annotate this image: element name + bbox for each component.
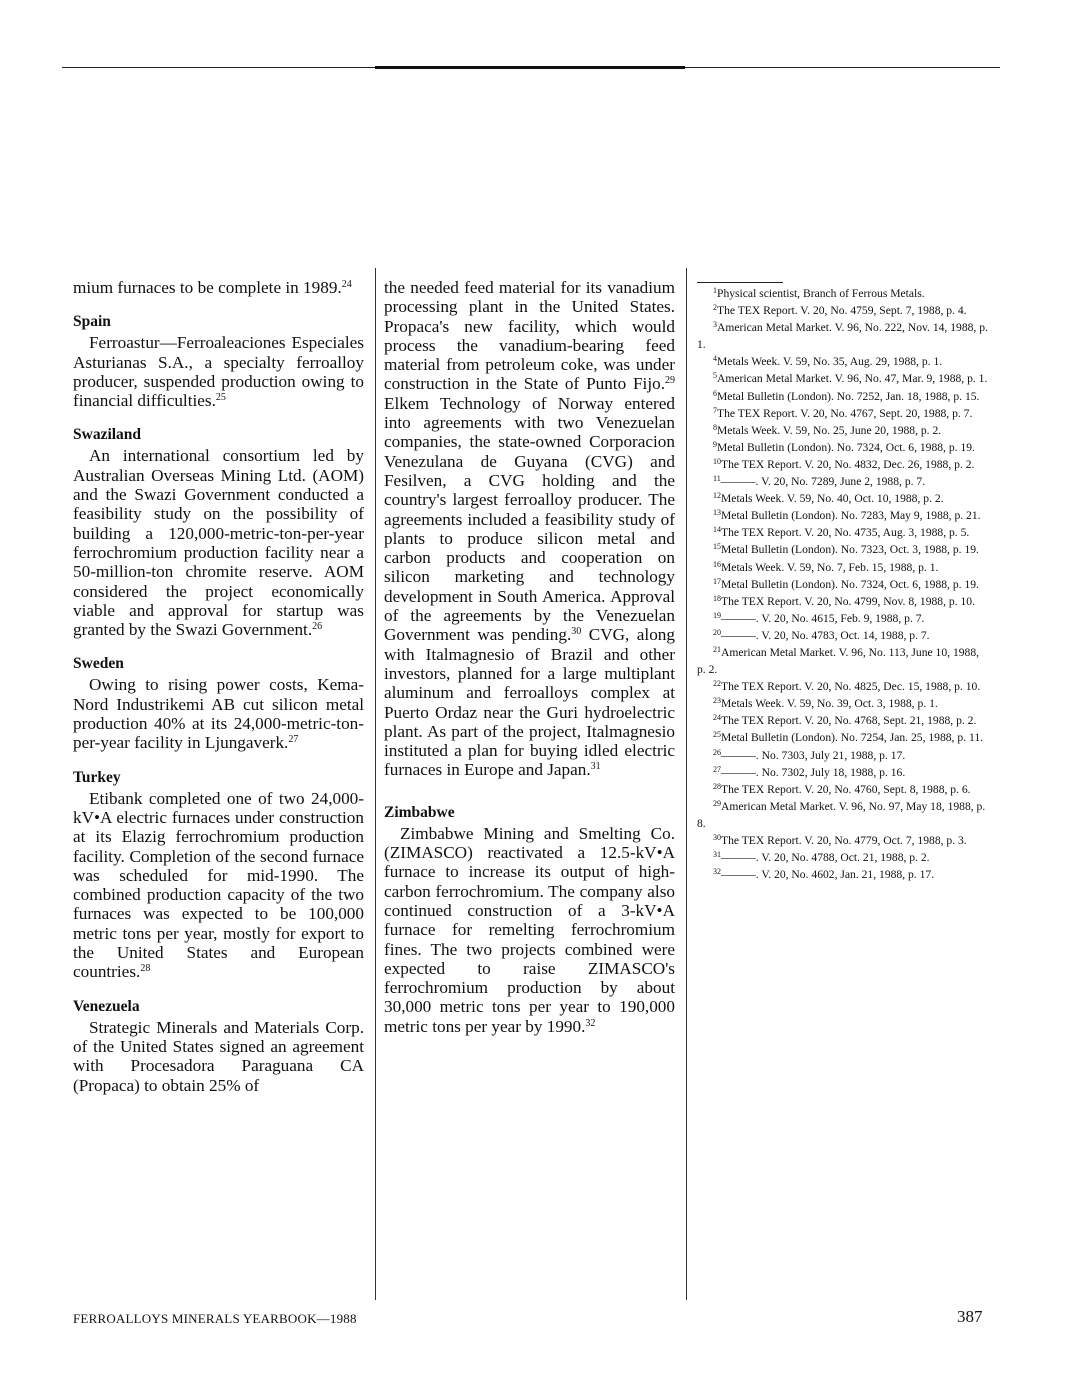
footnote-ref: 30 [571, 626, 582, 638]
footnote [697, 439, 989, 456]
column-divider [375, 268, 376, 1300]
footnote-number: 1 [713, 286, 717, 295]
paragraph-text: CVG, along with Italmagnesio of Brazil and other investors, planned for a large multiplant aluminum and ferroalloys complex at Puerto Ordaz near the Guri hydroelectric plant. As part of the project, Italmagnesio instituted a plan for buying idled electric furnaces in Europe and Japan. [384, 625, 675, 780]
footnote-text: Physical scientist, Branch of Ferrous Metals. [717, 287, 925, 300]
paragraph-text: An international consortium led by Australian Overseas Mining Ltd. (AOM) and the Swazi Government conducted a feasibility study on the possibility of building a 120,000-metric-ton-per-year ferrochromium production facility near a 50-million-ton chromite reserve. AOM considered the project economically viable and approval for startup was granted by the Swazi Government. [73, 446, 364, 640]
footnote-text: Metals Week. V. 59, No. 40, Oct. 10, 1988, p. 2. [721, 492, 944, 506]
footnotes-column [697, 282, 989, 883]
footnote-ref: 27 [288, 734, 299, 746]
footnote-text: ———. No. 7303, July 21, 1988, p. 17. [721, 748, 906, 762]
footnote-ref: 24 [341, 279, 352, 290]
paragraph-text: Zimbabwe Mining and Smelting Co. (ZIMASCO) reactivated a 12.5-kV•A furnace to increase its output of high-carbon ferrochromium. The company also continued construction of a 3-kV•A furnace for remelting ferrochromium fines. The two projects combined were expected to raise ZIMASCO's ferrochromium production by about 30,000 metric tons per year to 190,000 metric tons per year by 1990. [384, 823, 675, 1036]
footnote-ref: 28 [140, 963, 151, 975]
footnote-number: 8 [713, 422, 717, 432]
footnote [697, 456, 989, 473]
footnote-text: Metal Bulletin (London). No. 7324, Oct. 6, 1988, p. 19. [717, 440, 975, 454]
paragraph [73, 1018, 364, 1095]
footnote-number: 17 [713, 576, 721, 586]
paragraph [384, 278, 675, 780]
footnote-text: Metal Bulletin (London). No. 7324, Oct. 6, 1988, p. 19. [721, 577, 979, 591]
footnote-number: 14 [713, 525, 721, 535]
running-footer-title: FERROALLOYS MINERALS YEARBOOK—1988 [73, 1311, 357, 1326]
footnote [697, 832, 989, 849]
footnote-text: ———. V. 20, No. 7289, June 2, 1988, p. 7. [720, 475, 926, 489]
footnote-text: Metal Bulletin (London). No. 7323, Oct. 3, 1988, p. 19. [721, 543, 979, 557]
footnote-text: Metals Week. V. 59, No. 25, June 20, 1988, p. 2. [717, 423, 942, 437]
footnote [697, 559, 989, 576]
footnote-number: 4 [713, 354, 717, 364]
paragraph [73, 333, 364, 410]
footnote-text: ———. V. 20, No. 4788, Oct. 21, 1988, p. 2. [721, 851, 930, 865]
footnote-number: 6 [713, 388, 717, 398]
footnote [697, 524, 989, 541]
footnote-text: ———. V. 20, No. 4615, Feb. 9, 1988, p. 7. [721, 611, 925, 625]
paragraph [73, 675, 364, 752]
footnote-number: 31 [713, 850, 721, 860]
footnote-text: The TEX Report. V. 20, No. 4825, Dec. 15, 1988, p. 10. [721, 680, 981, 694]
footnote-ref: 26 [312, 621, 323, 633]
footnote-number: 29 [713, 798, 721, 808]
footnote [697, 285, 989, 302]
footnote [697, 576, 989, 593]
page-number: 387 [957, 1307, 983, 1326]
footnote-text: American Metal Market. V. 96, No. 97, May 18, 1988, p. 8. [697, 799, 986, 830]
footnote-text: Metals Week. V. 59, No. 35, Aug. 29, 1988, p. 1. [717, 355, 943, 369]
footnote-text: American Metal Market. V. 96, No. 47, Mar. 9, 1988, p. 1. [717, 372, 988, 386]
footnote [697, 712, 989, 729]
paragraph-text: Strategic Minerals and Materials Corp. of the United States signed an agreement with Procesadora Paraguana CA (Propaca) to obtain 25% of [73, 1017, 364, 1095]
footnote-text: ———. V. 20, No. 4783, Oct. 14, 1988, p. 7. [721, 628, 930, 642]
footnote-text: The TEX Report. V. 20, No. 4799, Nov. 8, 1988, p. 10. [721, 594, 975, 608]
footnote-rule [697, 282, 783, 283]
footnote-ref: 32 [585, 1017, 596, 1029]
section-heading-swaziland: Swaziland [73, 426, 142, 444]
footnote-text: The TEX Report. V. 20, No. 4760, Sept. 8, 1988, p. 6. [721, 782, 971, 796]
paragraph-text: Ferroastur—Ferroaleaciones Especiales Asturianas S.A., a specialty ferroalloy producer, suspended production owing to financial difficulties. [73, 333, 364, 411]
footnote [697, 644, 989, 678]
footnote-text: The TEX Report. V. 20, No. 4832, Dec. 26, 1988, p. 2. [721, 457, 975, 471]
footnote-text: Metal Bulletin (London). No. 7254, Jan. 25, 1988, p. 11. [721, 731, 984, 745]
footnote [697, 781, 989, 798]
footnote-text: Metals Week. V. 59, No. 7, Feb. 15, 1988, p. 1. [721, 560, 939, 574]
column-left [73, 278, 364, 1095]
footnote-list [697, 285, 989, 883]
paragraph-text: mium furnaces to be complete in 1989. [73, 278, 342, 297]
footnote-number: 28 [713, 781, 721, 791]
footnote-text: Metals Week. V. 59, No. 39, Oct. 3, 1988, p. 1. [721, 697, 938, 711]
paragraph-text: Elkem Technology of Norway entered into agreements with two Venezuelan companies, the state-owned Corporacion Venezulana de Guyana (CVG) and Fesilven, a CVG holding and the country's largest ferroalloy producer. The agreements included a feasibility study of plants to produce silicon metal and carbon products and cooperation on silicon marketing and technology development in South America. Approval of the agreements by the Venezuelan Government was pending. [384, 393, 675, 645]
footnote-number: 22 [713, 679, 721, 689]
section-heading-spain: Spain [73, 313, 111, 331]
footnote-text: American Metal Market. V. 96, No. 113, June 10, 1988, p. 2. [697, 645, 980, 677]
footnote [697, 422, 989, 439]
paragraph [73, 278, 364, 297]
footnote-number: 20 [713, 627, 721, 637]
footnote [697, 319, 989, 353]
section-heading-turkey: Turkey [73, 768, 121, 786]
footnote-text: Metal Bulletin (London). No. 7252, Jan. 18, 1988, p. 15. [717, 389, 980, 403]
footnote [697, 695, 989, 712]
footnote-ref: 25 [215, 392, 226, 404]
footnote [697, 405, 989, 422]
footnote [697, 627, 989, 644]
footnote-number: 2 [713, 303, 717, 313]
paragraph [384, 824, 675, 1036]
footnote-number: 13 [713, 508, 721, 518]
paragraph [73, 789, 364, 982]
footnote-number: 16 [713, 559, 721, 569]
footnote-text: ———. V. 20, No. 4602, Jan. 21, 1988, p. 17. [721, 868, 935, 882]
footnote-number: 9 [713, 439, 717, 449]
footnote [697, 473, 989, 490]
footnote-text: The TEX Report. V. 20, No. 4768, Sept. 21, 1988, p. 2. [721, 714, 977, 728]
footnote-number: 5 [713, 371, 717, 381]
column-middle [384, 278, 675, 1036]
footnote-number: 23 [713, 696, 721, 706]
footnote [697, 541, 989, 558]
footnote [697, 764, 989, 781]
section-heading-zimbabwe: Zimbabwe [384, 803, 455, 821]
footnote-number: 11 [713, 474, 721, 484]
column-divider [686, 268, 687, 1300]
footnote [697, 866, 989, 883]
footnote-number: 15 [713, 542, 721, 552]
footnote-number: 25 [713, 730, 721, 740]
footnote-text: The TEX Report. V. 20, No. 4767, Sept. 20, 1988, p. 7. [717, 406, 973, 420]
paragraph [73, 446, 364, 639]
footnote-number: 24 [713, 713, 721, 723]
footnote-number: 12 [713, 491, 721, 501]
footnote-text: Metal Bulletin (London). No. 7283, May 9, 1988, p. 21. [721, 509, 981, 523]
footnote [697, 610, 989, 627]
footnote-number: 7 [713, 405, 717, 415]
footnote-text: The TEX Report. V. 20, No. 4759, Sept. 7, 1988, p. 4. [717, 304, 967, 318]
paragraph-text: Etibank completed one of two 24,000-kV•A electric furnaces under construction at its Elazig ferrochromium production facility. Completion of the second furnace was scheduled for mid-1990. The combined production capacity of the two furnaces was expected to be 100,000 metric tons per year, mostly for export to the United States and European countries. [73, 788, 364, 982]
footnote [697, 729, 989, 746]
footnote-ref: 29 [665, 375, 675, 387]
footnote [697, 388, 989, 405]
footnote [697, 798, 989, 832]
footnote-number: 19 [713, 610, 721, 620]
footnote-text: ———. No. 7302, July 18, 1988, p. 16. [721, 765, 906, 779]
footnote-number: 26 [713, 747, 721, 757]
footnote [697, 490, 989, 507]
footnote-number: 21 [713, 644, 721, 654]
footnote [697, 849, 989, 866]
footnote [697, 353, 989, 370]
footnote [697, 507, 989, 524]
footnote-text: American Metal Market. V. 96, No. 222, Nov. 14, 1988, p. 1. [697, 321, 988, 352]
section-heading-sweden: Sweden [73, 655, 124, 673]
footnote-number: 18 [713, 593, 721, 603]
footnote-number: 27 [713, 764, 721, 774]
paragraph-text: Owing to rising power costs, Kema-Nord Industrikemi AB cut silicon metal production 40% at its 24,000-metric-ton-per-year facility in Ljungaverk. [73, 675, 364, 753]
paragraph-text: the needed feed material for its vanadium processing plant in the United States. Propaca's new facility, which would process the vanadium-bearing feed material from petroleum coke, was under construction in the State of Punto Fijo. [384, 278, 675, 394]
header-rule-accent [375, 66, 685, 69]
footnote-number: 32 [713, 867, 721, 877]
footnote-text: The TEX Report. V. 20, No. 4735, Aug. 3, 1988, p. 5. [721, 526, 970, 540]
footnote [697, 593, 989, 610]
footnote-text: The TEX Report. V. 20, No. 4779, Oct. 7, 1988, p. 3. [721, 834, 967, 847]
footnote [697, 370, 989, 387]
footnote-ref: 31 [590, 761, 601, 773]
section-heading-venezuela: Venezuela [73, 997, 140, 1015]
footnote-number: 3 [713, 320, 717, 330]
footnote [697, 747, 989, 764]
footnote [697, 678, 989, 695]
footnote [697, 302, 989, 319]
footnote-number: 10 [713, 456, 721, 466]
footnote-number: 30 [713, 833, 721, 842]
